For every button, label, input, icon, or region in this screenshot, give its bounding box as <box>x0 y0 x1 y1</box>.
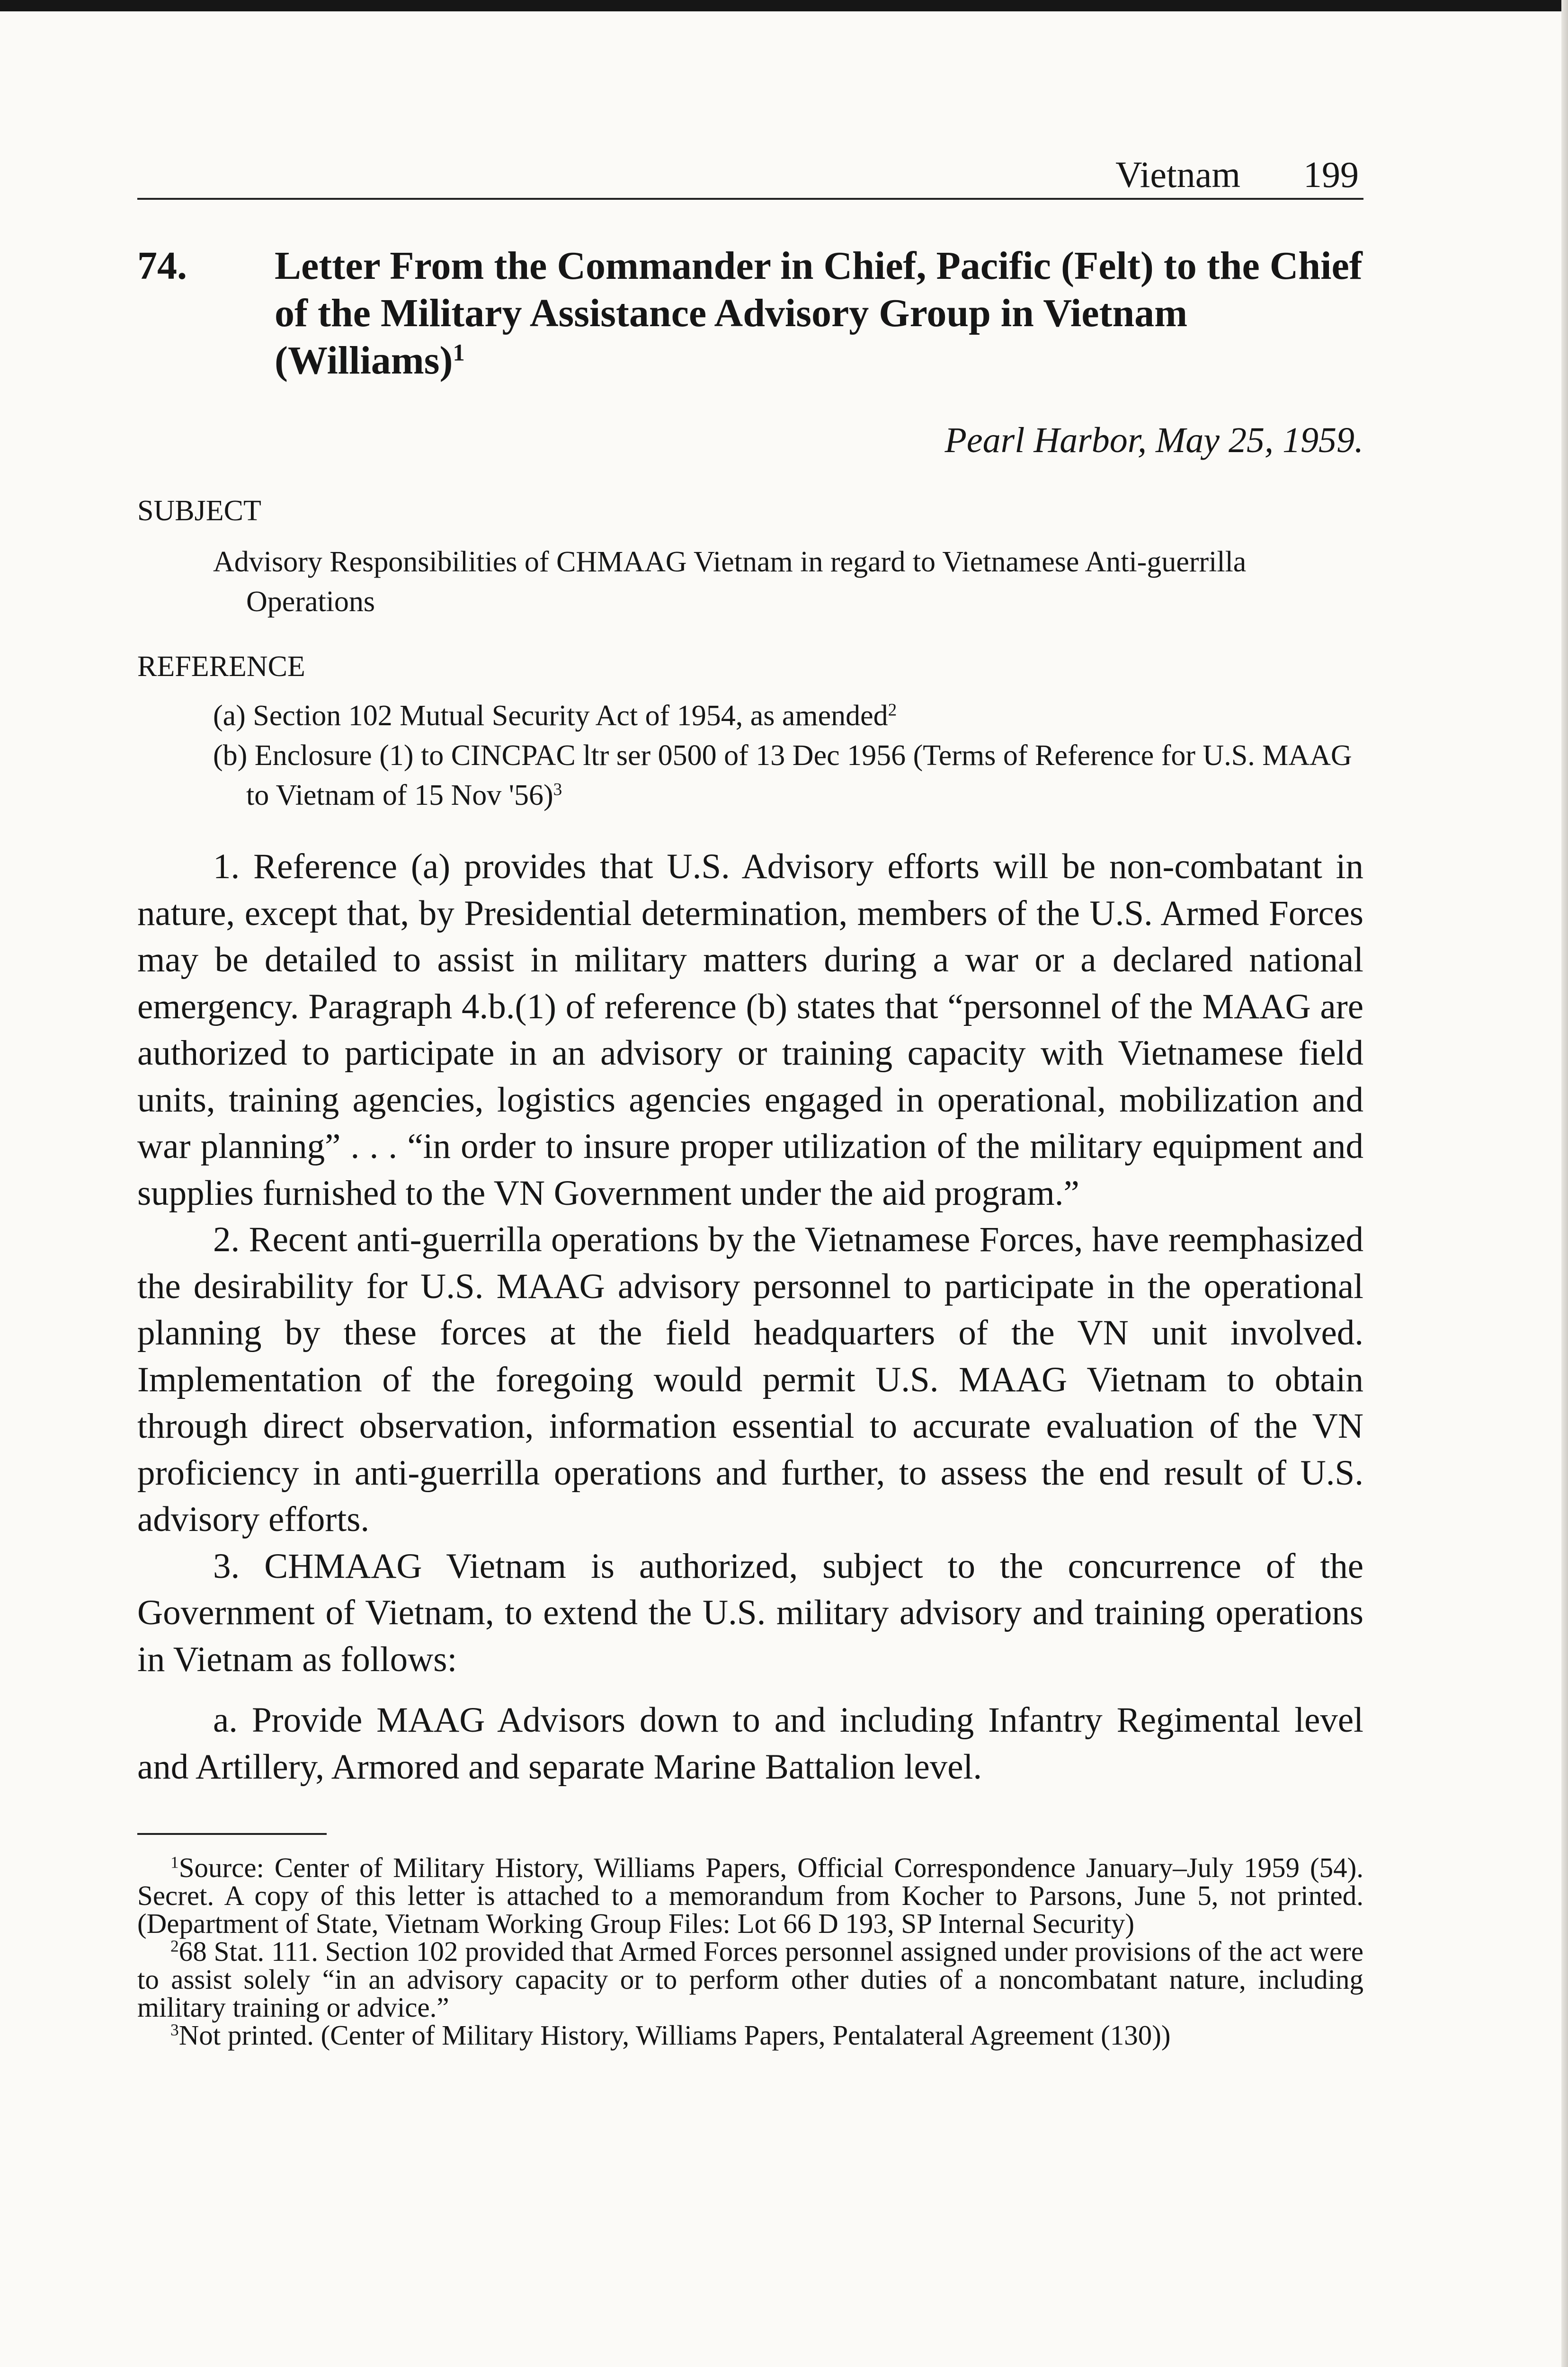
footnote-ref[interactable]: 3 <box>553 780 562 800</box>
footnote-ref[interactable]: 1 <box>453 339 465 366</box>
subject-label: SUBJECT <box>137 495 261 527</box>
footnote <box>137 1938 1363 2021</box>
reference-label: REFERENCE <box>137 650 305 683</box>
document-heading <box>137 242 1363 384</box>
reference-text: (a) Section 102 Mutual Security Act of 1954, as amended <box>213 700 888 732</box>
running-head-title: Vietnam <box>1115 154 1240 195</box>
reference-item <box>213 736 1363 815</box>
footnote-divider <box>137 1833 327 1835</box>
document-number: 74. <box>137 244 187 288</box>
footnote-mark: 3 <box>170 2020 179 2039</box>
body-paragraph: 2. Recent anti-guerrilla operations by the Vietnamese Forces, have reemphasized the desirability for U.S. MAAG advisory personnel to participate in the operational planning by these forces at the field headquarters of the VN unit involved. Implementation of the foregoing would permit U.S. MAAG Vietnam to obtain through direct observation, information essential to accurate evaluation of the VN proficiency in anti-guerrilla operations and further, to assess the end result of U.S. advisory efforts. <box>137 1220 1363 1539</box>
footnote-mark: 1 <box>170 1852 179 1872</box>
page-number: 199 <box>1303 154 1359 195</box>
place-date: Pearl Harbor, May 25, 1959. <box>944 420 1363 460</box>
document-page <box>137 142 1363 2049</box>
document-title-text: Letter From the Commander in Chief, Pacific (Felt) to the Chief of the Military Assistance Advisory Group in Vietnam (Williams) <box>275 244 1363 383</box>
subject-text: Advisory Responsibilities of CHMAAG Vietnam in regard to Vietnamese Anti-guerrilla Operations <box>213 546 1247 618</box>
document-title <box>275 242 1363 384</box>
footnote <box>137 1854 1363 1938</box>
footnote-text: 68 Stat. 111. Section 102 provided that Armed Forces personnel assigned under provisions of the act were to assist solely “in an advisory capacity or to perform other duties of a noncombatant nature, including military training or advice.” <box>137 1936 1363 2023</box>
footnote-ref[interactable]: 2 <box>888 700 897 720</box>
sub-paragraph: a. Provide MAAG Advisors down to and including Infantry Regimental level and Artillery, Armored and separate Marine Battalion level. <box>137 1700 1363 1787</box>
letter-body <box>137 844 1363 1790</box>
page-edge <box>1561 0 1568 2367</box>
reference-list <box>213 696 1363 815</box>
footnote-text: Source: Center of Military History, Williams Papers, Official Correspondence January–July 1959 (54). Secret. A copy of this letter is attached to a memorandum from Kocher to Parsons, June 5, not printed. (Department of State, Vietnam Working Group Files: Lot 66 D 193, SP Internal Security) <box>137 1852 1363 1939</box>
reference-item <box>213 696 1363 736</box>
running-head <box>137 142 1363 200</box>
top-scan-border <box>0 0 1568 11</box>
body-paragraph: 3. CHMAAG Vietnam is authorized, subject to the concurrence of the Government of Vietnam, to extend the U.S. military advisory and training operations in Vietnam as follows: <box>137 1546 1363 1679</box>
footnote-text: Not printed. (Center of Military History, Williams Papers, Pentalateral Agreement (130)) <box>178 2020 1171 2051</box>
footnote-mark: 2 <box>170 1936 179 1956</box>
reference-text: (b) Enclosure (1) to CINCPAC ltr ser 0500 of 13 Dec 1956 (Terms of Reference for U.S. MAAG to Vietnam of 15 Nov '56) <box>213 739 1352 811</box>
footnotes <box>137 1854 1363 2049</box>
footnote <box>137 2021 1363 2049</box>
body-paragraph: 1. Reference (a) provides that U.S. Advisory efforts will be non-combatant in nature, except that, by Presidential determination, members of the U.S. Armed Forces may be detailed to assist in military matters during a war or a declared national emergency. Paragraph 4.b.(1) of reference (b) states that “personnel of the MAAG are authorized to participate in an advisory or training capacity with Vietnamese field units, training agencies, logistics agencies engaged in operational, mobilization and war planning” . . . “in order to insure proper utilization of the military equipment and supplies furnished to the VN Government under the aid program.” <box>137 847 1363 1213</box>
